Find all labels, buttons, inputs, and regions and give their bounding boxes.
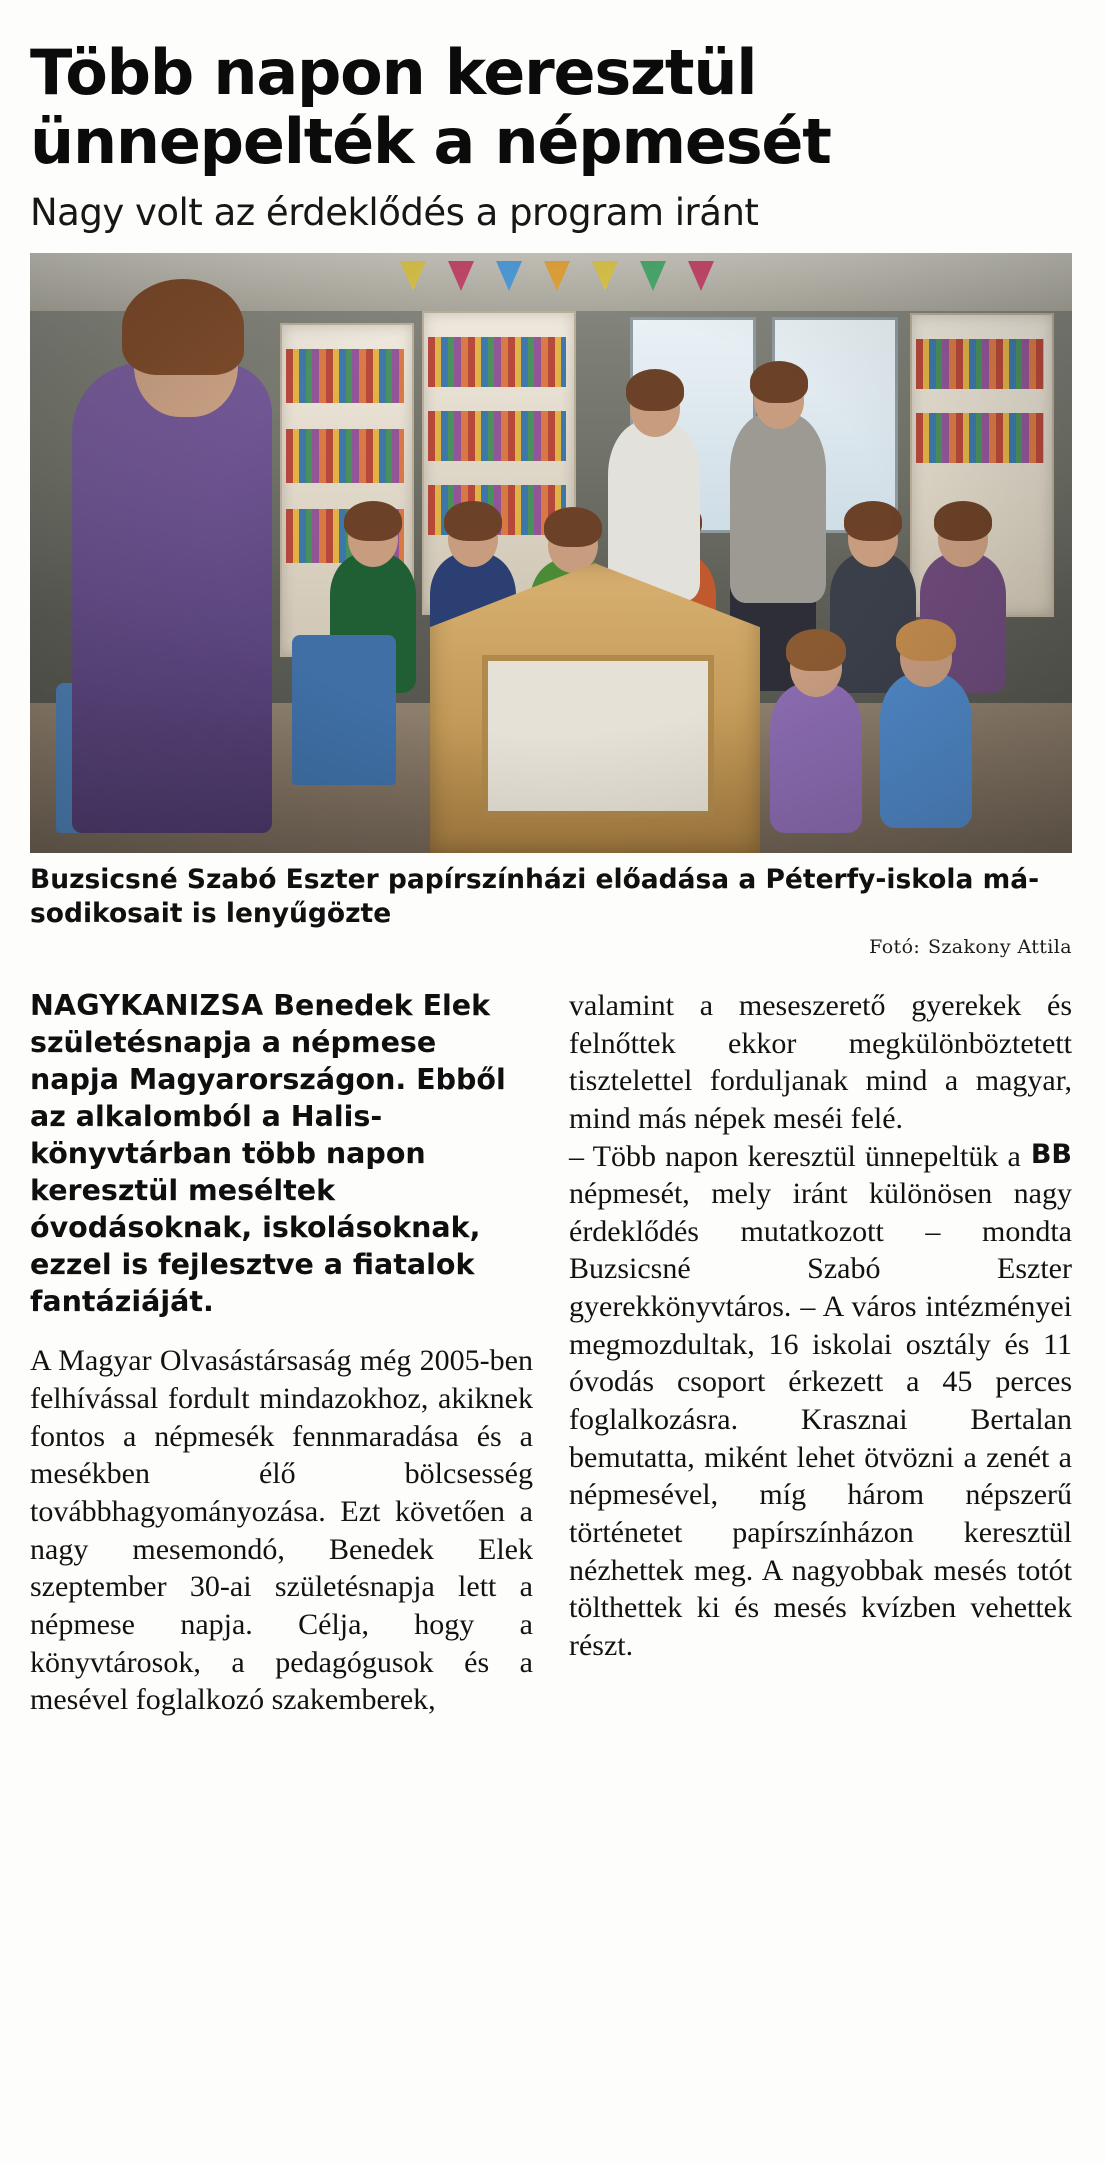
article-column-left bbox=[30, 987, 533, 1719]
dateline: NAGYKANIZSA bbox=[30, 988, 264, 1022]
article-paragraph-text: – Több napon keresztül ünnepeltük a népmesét, mely iránt különösen nagy érdeklődés mutatkozott – mondta Buzsicsné Szabó Eszter gyerekkönyvtáros. – A város intézményei megmozdultak, 16 iskolai osztály és 11 óvodás csoport érkezett a 45 perces foglalkozásra. Krasznai Bertalan bemutatta, miként lehet ötvözni a zenét a népmesével, míg három népszerű történetet papírszínházon keresztül nézhettek meg. A nagyobbak mesés totót tölthettek ki és mesés kvízben vehettek részt. bbox=[569, 1139, 1072, 1662]
photo-vignette bbox=[30, 253, 1072, 853]
article-lead bbox=[30, 987, 533, 1320]
headline-line-2: ünnepelték a népmesét bbox=[30, 105, 831, 179]
photo-credit-label: Fotó: bbox=[869, 936, 921, 959]
subheadline: Nagy volt az érdeklődés a program iránt bbox=[30, 190, 759, 234]
lead-text: Benedek Elek születésnapja a népmese napja Magyarországon. Ebből az alkalomból a Halis-könyvtárban több napon keresztül meséltek óvodásoknak, iskolásoknak, ezzel is fejlesztve a fiatalok fantáziáját. bbox=[30, 988, 506, 1319]
article-photo bbox=[30, 253, 1072, 853]
article-column-right bbox=[569, 987, 1072, 1719]
article-paragraph bbox=[569, 1138, 1072, 1665]
article-paragraph: valamint a meseszerető gyerekek és felnőttek ekkor megkülönböztetett tisztelettel forduljanak mind a magyar, mind más népek meséi felé. bbox=[569, 988, 1072, 1135]
photo-credit bbox=[869, 932, 1072, 961]
author-initials: BB bbox=[1030, 1138, 1072, 1170]
caption-text: Buzsicsné Szabó Eszter papírszínházi előadása a Péterfy-iskola má-sodikosait is lenyűgözte bbox=[30, 864, 1040, 929]
article-paragraph: A Magyar Olvasástársaság még 2005-ben felhívással fordult mindazokhoz, akiknek fontos a népmesék fennmaradása és a mesékben élő bölcsesség továbbhagyományozása. Ezt követően a nagy mesemondó, Benedek Elek szeptember 30-ai születésnapja lett a népmese napja. Célja, hogy a könyvtárosok, a pedagógusok és a mesével foglalkozó szakemberek, bbox=[30, 1344, 533, 1717]
article-columns bbox=[30, 987, 1072, 1719]
photo-credit-name: Szakony Attila bbox=[927, 936, 1072, 959]
page-title bbox=[30, 38, 1076, 177]
photo-caption bbox=[30, 863, 1072, 961]
headline-line-1: Több napon keresztül bbox=[30, 36, 757, 109]
